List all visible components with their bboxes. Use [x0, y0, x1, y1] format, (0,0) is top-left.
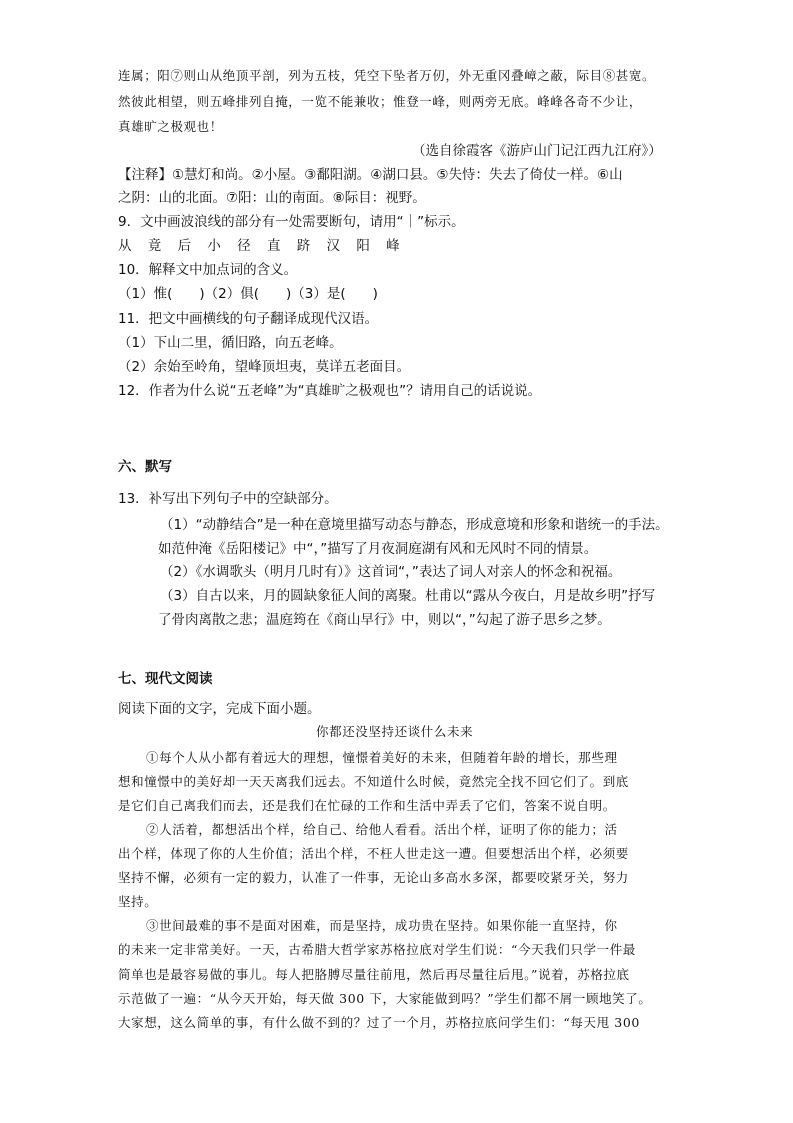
question-10-items: （1）惟( )（2）俱( )（3）是( ) [118, 286, 378, 302]
article-line: ③世间最难的事不是面对困难，而是坚持，成功贵在坚持。如果你能一直坚持，你 [146, 918, 618, 933]
question-10: 10．解释文中加点词的含义。 [118, 262, 298, 278]
fill-item: （3）自古以来，月的圆缺象征人间的离聚。杜甫以“露从今夜白，月是故乡明”抒写 [160, 588, 656, 604]
article-line: 大家想，这么简单的事，有什么做不到的？过了一个月，苏格拉底问学生们：“每天甩 300 [118, 1015, 640, 1030]
question-11-item: （2）余始至岭角，望峰顶坦夷，莫详五老面目。 [118, 359, 411, 375]
notes-line: 【注释】①慧灯和尚。②小屋。③鄱阳湖。④湖口县。⑤失恃：失去了倚仗一样。⑥山 [118, 167, 623, 183]
passage-line: 然彼此相望，则五峰排列自掩，一览不能兼收；惟登一峰，则两旁无底。峰峰各奇不少让， [118, 94, 643, 109]
passage-line: 连属；阳⑦则山从绝顶平剖，列为五枝，凭空下坠者万仞，外无重冈叠嶂之蔽，际目⑧甚宽。 [118, 68, 656, 83]
question-9: 9．文中画波浪线的部分有一处需要断句，请用“｜”标示。 [118, 214, 465, 230]
passage-line: 真雄旷之极观也！ [118, 119, 223, 134]
article-line: 坚持。 [118, 894, 158, 909]
article-title: 你都还没坚持还谈什么未来 [316, 724, 474, 739]
article-line: 想和憧憬中的美好却一天天离我们远去。不知道什么时候，竟然完全找不回它们了。到底 [118, 774, 629, 789]
question-11-item: （1）下山二里，循旧路，向五老峰。 [118, 335, 343, 351]
article-line: ①每个人从小都有着远大的理想，憧憬着美好的未来，但随着年龄的增长，那些理 [146, 750, 618, 765]
section-heading: 六、默写 [118, 459, 172, 475]
article-line: 的未来一定非常美好。一天，古希腊大哲学家苏格拉底对学生们说：“今天我们只学一件最 [118, 942, 636, 957]
question-11: 11．把文中画横线的句子翻译成现代汉语。 [118, 311, 379, 327]
passage-source: （选自徐霞客《游庐山门记江西九江府》） [412, 143, 662, 159]
reading-intro: 阅读下面的文字，完成下面小题。 [118, 701, 321, 717]
fill-item: （2）《水调歌头（明月几时有）》这首词“，”表达了词人对亲人的怀念和祝福。 [160, 564, 622, 580]
question-12: 12．作者为什么说“五老峰”为“真雄旷之极观也”？请用自己的话说说。 [118, 383, 542, 399]
fill-item: （1）“动静结合”是一种在意境里描写动态与静态，形成意境和形象和谐统一的手法。 [160, 517, 669, 533]
article-line: ②人活着，都想活出个样，给自己、给他人看看。活出个样，证明了你的能力；活 [146, 822, 618, 837]
fill-item: 了骨肉离散之悲；温庭筠在《商山早行》中，则以“，”勾起了游子思乡之梦。 [158, 612, 611, 628]
article-line: 出个样，体现了你的人生价值；活出个样，不枉人世走这一遭。但要想活出个样，必须要 [118, 846, 629, 861]
article-line: 坚持不懈，必须有一定的毅力，认准了一件事，无论山多高水多深，都要咬紧牙关，努力 [118, 870, 629, 885]
notes-line: 之阴：山的北面。⑦阳：山的南面。⑧际目：视野。 [118, 190, 426, 206]
article-line: 是它们自己离我们而去，还是我们在忙碌的工作和生活中弄丢了它们，答案不说自明。 [118, 798, 616, 813]
question-9-text: 从 竟 后 小 径 直 跻 汉 阳 峰 [118, 238, 406, 254]
fill-item: 如范仲淹《岳阳楼记》中“，”描写了月夜洞庭湖有风和无风时不同的情景。 [158, 541, 598, 557]
article-line: 简单也是最容易做的事儿。每人把胳膊尽量往前甩，然后再尽量往后甩。”说着，苏格拉底 [118, 967, 630, 982]
article-line: 示范做了一遍：“从今天开始，每天做 300 下，大家能做到吗？”学生们都不屑一顾地笑了。 [118, 991, 652, 1006]
section-heading: 七、现代文阅读 [118, 671, 213, 687]
question-13: 13．补写出下列句子中的空缺部分。 [118, 491, 338, 507]
